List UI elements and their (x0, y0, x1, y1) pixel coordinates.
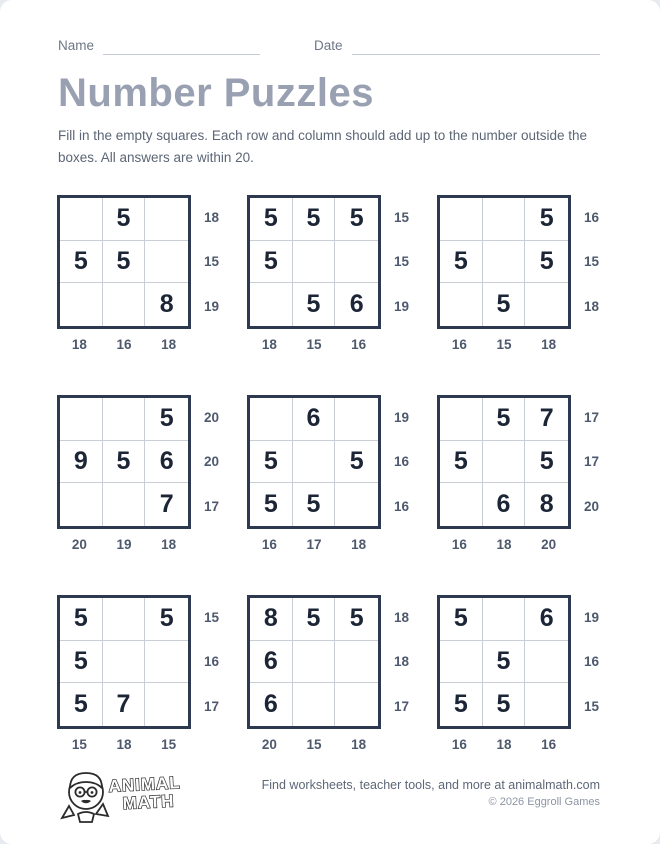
row-sum-label: 19 (204, 299, 220, 315)
row-sum-label: 18 (394, 609, 410, 625)
col-sum-label: 18 (261, 337, 277, 352)
col-sums (437, 329, 571, 357)
puzzle-cell: 5 (145, 598, 188, 641)
puzzle-cell-empty (440, 641, 483, 684)
row-sum-label: 16 (584, 209, 600, 225)
col-sum-label: 15 (306, 337, 322, 352)
col-sum-label: 18 (161, 537, 177, 552)
row-sums (381, 595, 417, 729)
puzzle-6 (437, 395, 607, 557)
row-sum-label: 20 (204, 409, 220, 425)
puzzle-cell-empty (145, 241, 188, 284)
logo-text-animal: ANIMAL (108, 773, 182, 796)
puzzle-cell: 5 (525, 198, 568, 241)
date-write-line (352, 38, 600, 55)
row-sum-label: 17 (584, 454, 600, 470)
puzzle-cell-empty (60, 198, 103, 241)
row-sum-label: 15 (204, 609, 220, 625)
col-sum-label: 17 (306, 537, 322, 552)
puzzle-7-grid (57, 595, 191, 729)
puzzle-cell-empty (440, 398, 483, 441)
puzzle-cell: 5 (483, 641, 526, 684)
row-sum-label: 15 (204, 254, 220, 270)
puzzle-cell-empty (335, 398, 378, 441)
col-sum-label: 18 (116, 737, 132, 752)
puzzle-cell: 5 (250, 241, 293, 284)
puzzle-cell-empty (60, 483, 103, 526)
puzzle-cell: 5 (483, 398, 526, 441)
puzzle-cell-empty (103, 483, 146, 526)
puzzle-cell-empty (103, 398, 146, 441)
puzzle-cell-empty (335, 683, 378, 726)
puzzle-cell: 8 (250, 598, 293, 641)
footer-info: Find worksheets, teacher tools, and more at animalmath.com (261, 778, 600, 792)
col-sum-label: 18 (541, 337, 557, 352)
col-sum-label: 18 (161, 337, 177, 352)
puzzle-cell: 5 (103, 441, 146, 484)
col-sum-label: 16 (451, 537, 467, 552)
puzzle-cell-empty (483, 241, 526, 284)
col-sum-label: 16 (451, 337, 467, 352)
col-sum-label: 18 (71, 337, 87, 352)
row-sum-label: 16 (394, 454, 410, 470)
col-sums (57, 729, 191, 757)
row-sum-label: 17 (394, 699, 410, 715)
puzzle-cell: 5 (250, 198, 293, 241)
col-sum-label: 16 (351, 337, 367, 352)
puzzle-8 (247, 595, 417, 757)
puzzle-1 (57, 195, 227, 357)
name-label: Name (58, 38, 95, 53)
puzzle-1-grid (57, 195, 191, 329)
puzzle-cell: 5 (440, 241, 483, 284)
footer (56, 762, 600, 824)
puzzle-cell: 7 (103, 683, 146, 726)
puzzle-cell: 5 (293, 283, 336, 326)
puzzle-4-grid (57, 395, 191, 529)
row-sum-label: 16 (204, 654, 220, 670)
col-sum-label: 20 (71, 537, 87, 552)
row-sum-label: 17 (584, 409, 600, 425)
puzzle-cell-empty (440, 483, 483, 526)
puzzle-3 (437, 195, 607, 357)
col-sum-label: 15 (71, 737, 87, 752)
puzzle-cell: 6 (250, 641, 293, 684)
puzzle-9 (437, 595, 607, 757)
puzzle-cell: 6 (145, 441, 188, 484)
puzzle-cell: 5 (60, 641, 103, 684)
puzzle-6-grid (437, 395, 571, 529)
puzzle-cell: 5 (293, 598, 336, 641)
puzzle-cell: 8 (159, 290, 174, 319)
puzzle-cell: 7 (159, 490, 174, 519)
puzzle-cell-empty (335, 483, 378, 526)
col-sum-label: 18 (496, 737, 512, 752)
col-sum-label: 15 (306, 737, 322, 752)
col-sum-label: 20 (541, 537, 557, 552)
puzzle-cell-empty (103, 641, 146, 684)
puzzle-cell: 5 (250, 483, 293, 526)
logo-text-math: MATH (122, 791, 175, 814)
col-sums (437, 529, 571, 557)
puzzle-9-grid (437, 595, 571, 729)
col-sums (57, 329, 191, 357)
puzzle-cell: 5 (525, 441, 568, 484)
puzzle-cell: 5 (440, 683, 483, 726)
puzzle-cell: 5 (335, 198, 378, 241)
row-sums (381, 395, 417, 529)
animal-math-logo (56, 762, 184, 824)
puzzle-cell: 5 (145, 398, 188, 441)
puzzle-cell: 5 (293, 483, 336, 526)
row-sums (571, 395, 607, 529)
puzzle-cell: 5 (60, 598, 103, 641)
puzzle-cell-empty (335, 241, 378, 284)
row-sum-label: 20 (584, 499, 600, 515)
row-sums (191, 595, 227, 729)
col-sum-label: 18 (496, 537, 512, 552)
row-sum-label: 18 (204, 209, 220, 225)
name-write-line (103, 38, 260, 55)
puzzle-5-grid (247, 395, 381, 529)
puzzle-cell: 5 (483, 683, 526, 726)
puzzle-cell: 7 (525, 398, 568, 441)
puzzle-cell: 5 (440, 598, 483, 641)
instructions-text: Fill in the empty squares. Each row and column should add up to the number outside the boxes. All answers are within 20. (58, 128, 588, 165)
puzzle-cell-empty (483, 598, 526, 641)
col-sum-label: 19 (116, 537, 132, 552)
col-sum-label: 16 (261, 537, 277, 552)
puzzle-cell-empty (103, 283, 146, 326)
puzzle-cell-empty (483, 198, 526, 241)
puzzle-cell: 6 (483, 483, 526, 526)
puzzle-cell: 5 (335, 598, 378, 641)
puzzle-4 (57, 395, 227, 557)
row-sum-label: 20 (204, 454, 220, 470)
puzzle-cell-empty (293, 683, 336, 726)
header (0, 0, 660, 55)
puzzle-cell-empty (60, 398, 103, 441)
puzzle-cell-empty (525, 683, 568, 726)
row-sum-label: 17 (204, 499, 220, 515)
puzzle-cell-empty (525, 641, 568, 684)
row-sum-label: 18 (394, 654, 410, 670)
col-sum-label: 16 (116, 337, 132, 352)
puzzle-cell-empty (440, 198, 483, 241)
col-sum-label: 16 (451, 737, 467, 752)
puzzle-cell: 6 (525, 598, 568, 641)
puzzle-cell-empty (335, 641, 378, 684)
row-sums (571, 195, 607, 329)
puzzle-cell-empty (145, 641, 188, 684)
puzzle-cell: 5 (335, 441, 378, 484)
puzzle-cell-empty (103, 598, 146, 641)
row-sum-label: 15 (394, 254, 410, 270)
puzzle-cell-empty (293, 441, 336, 484)
puzzle-cell: 5 (293, 198, 336, 241)
row-sum-label: 17 (204, 699, 220, 715)
row-sum-label: 16 (394, 499, 410, 515)
col-sums (247, 529, 381, 557)
puzzle-8-grid (247, 595, 381, 729)
puzzle-cell-empty (145, 198, 188, 241)
puzzle-cell-empty (440, 283, 483, 326)
col-sum-label: 18 (351, 737, 367, 752)
row-sum-label: 19 (584, 609, 600, 625)
col-sum-label: 18 (351, 537, 367, 552)
puzzle-cell: 5 (483, 283, 526, 326)
row-sum-label: 15 (394, 209, 410, 225)
puzzle-cell: 5 (440, 441, 483, 484)
footer-text (262, 778, 600, 808)
puzzle-cell-empty (293, 641, 336, 684)
puzzle-2-grid (247, 195, 381, 329)
puzzle-cell-empty (145, 683, 188, 726)
puzzle-cell: 5 (103, 198, 146, 241)
puzzle-cell: 5 (60, 241, 103, 284)
col-sums (57, 529, 191, 557)
col-sums (437, 729, 571, 757)
puzzle-cell: 8 (539, 490, 554, 519)
row-sum-label: 15 (584, 699, 600, 715)
col-sums (247, 329, 381, 357)
puzzle-cell: 5 (60, 683, 103, 726)
col-sum-label: 15 (496, 337, 512, 352)
puzzle-7 (57, 595, 227, 757)
page-title: Number Puzzles (58, 71, 374, 115)
puzzle-cell: 6 (250, 683, 293, 726)
row-sum-label: 19 (394, 409, 410, 425)
puzzle-cell: 6 (293, 398, 336, 441)
row-sums (191, 195, 227, 329)
date-label: Date (314, 38, 343, 53)
row-sum-label: 16 (584, 654, 600, 670)
row-sums (191, 395, 227, 529)
col-sum-label: 16 (541, 737, 557, 752)
puzzle-cell-empty (60, 283, 103, 326)
col-sum-label: 20 (261, 737, 277, 752)
row-sum-label: 18 (584, 299, 600, 315)
row-sums (381, 195, 417, 329)
col-sums (247, 729, 381, 757)
puzzle-cell-empty (525, 283, 568, 326)
footer-copyright: © 2026 Eggroll Games (488, 796, 600, 808)
row-sum-label: 19 (394, 299, 410, 315)
col-sum-label: 15 (161, 737, 177, 752)
puzzle-3-grid (437, 195, 571, 329)
puzzle-cell: 5 (525, 241, 568, 284)
puzzle-5 (247, 395, 417, 557)
row-sums (571, 595, 607, 729)
puzzle-cell: 6 (349, 290, 364, 319)
puzzle-cell-empty (483, 441, 526, 484)
puzzle-cell-empty (293, 241, 336, 284)
puzzles-grid (57, 195, 660, 757)
puzzle-cell-empty (250, 398, 293, 441)
puzzle-cell-empty (250, 283, 293, 326)
row-sum-label: 15 (584, 254, 600, 270)
puzzle-cell: 5 (103, 241, 146, 284)
puzzle-cell: 5 (250, 441, 293, 484)
puzzle-2 (247, 195, 417, 357)
puzzle-cell: 9 (60, 441, 103, 484)
